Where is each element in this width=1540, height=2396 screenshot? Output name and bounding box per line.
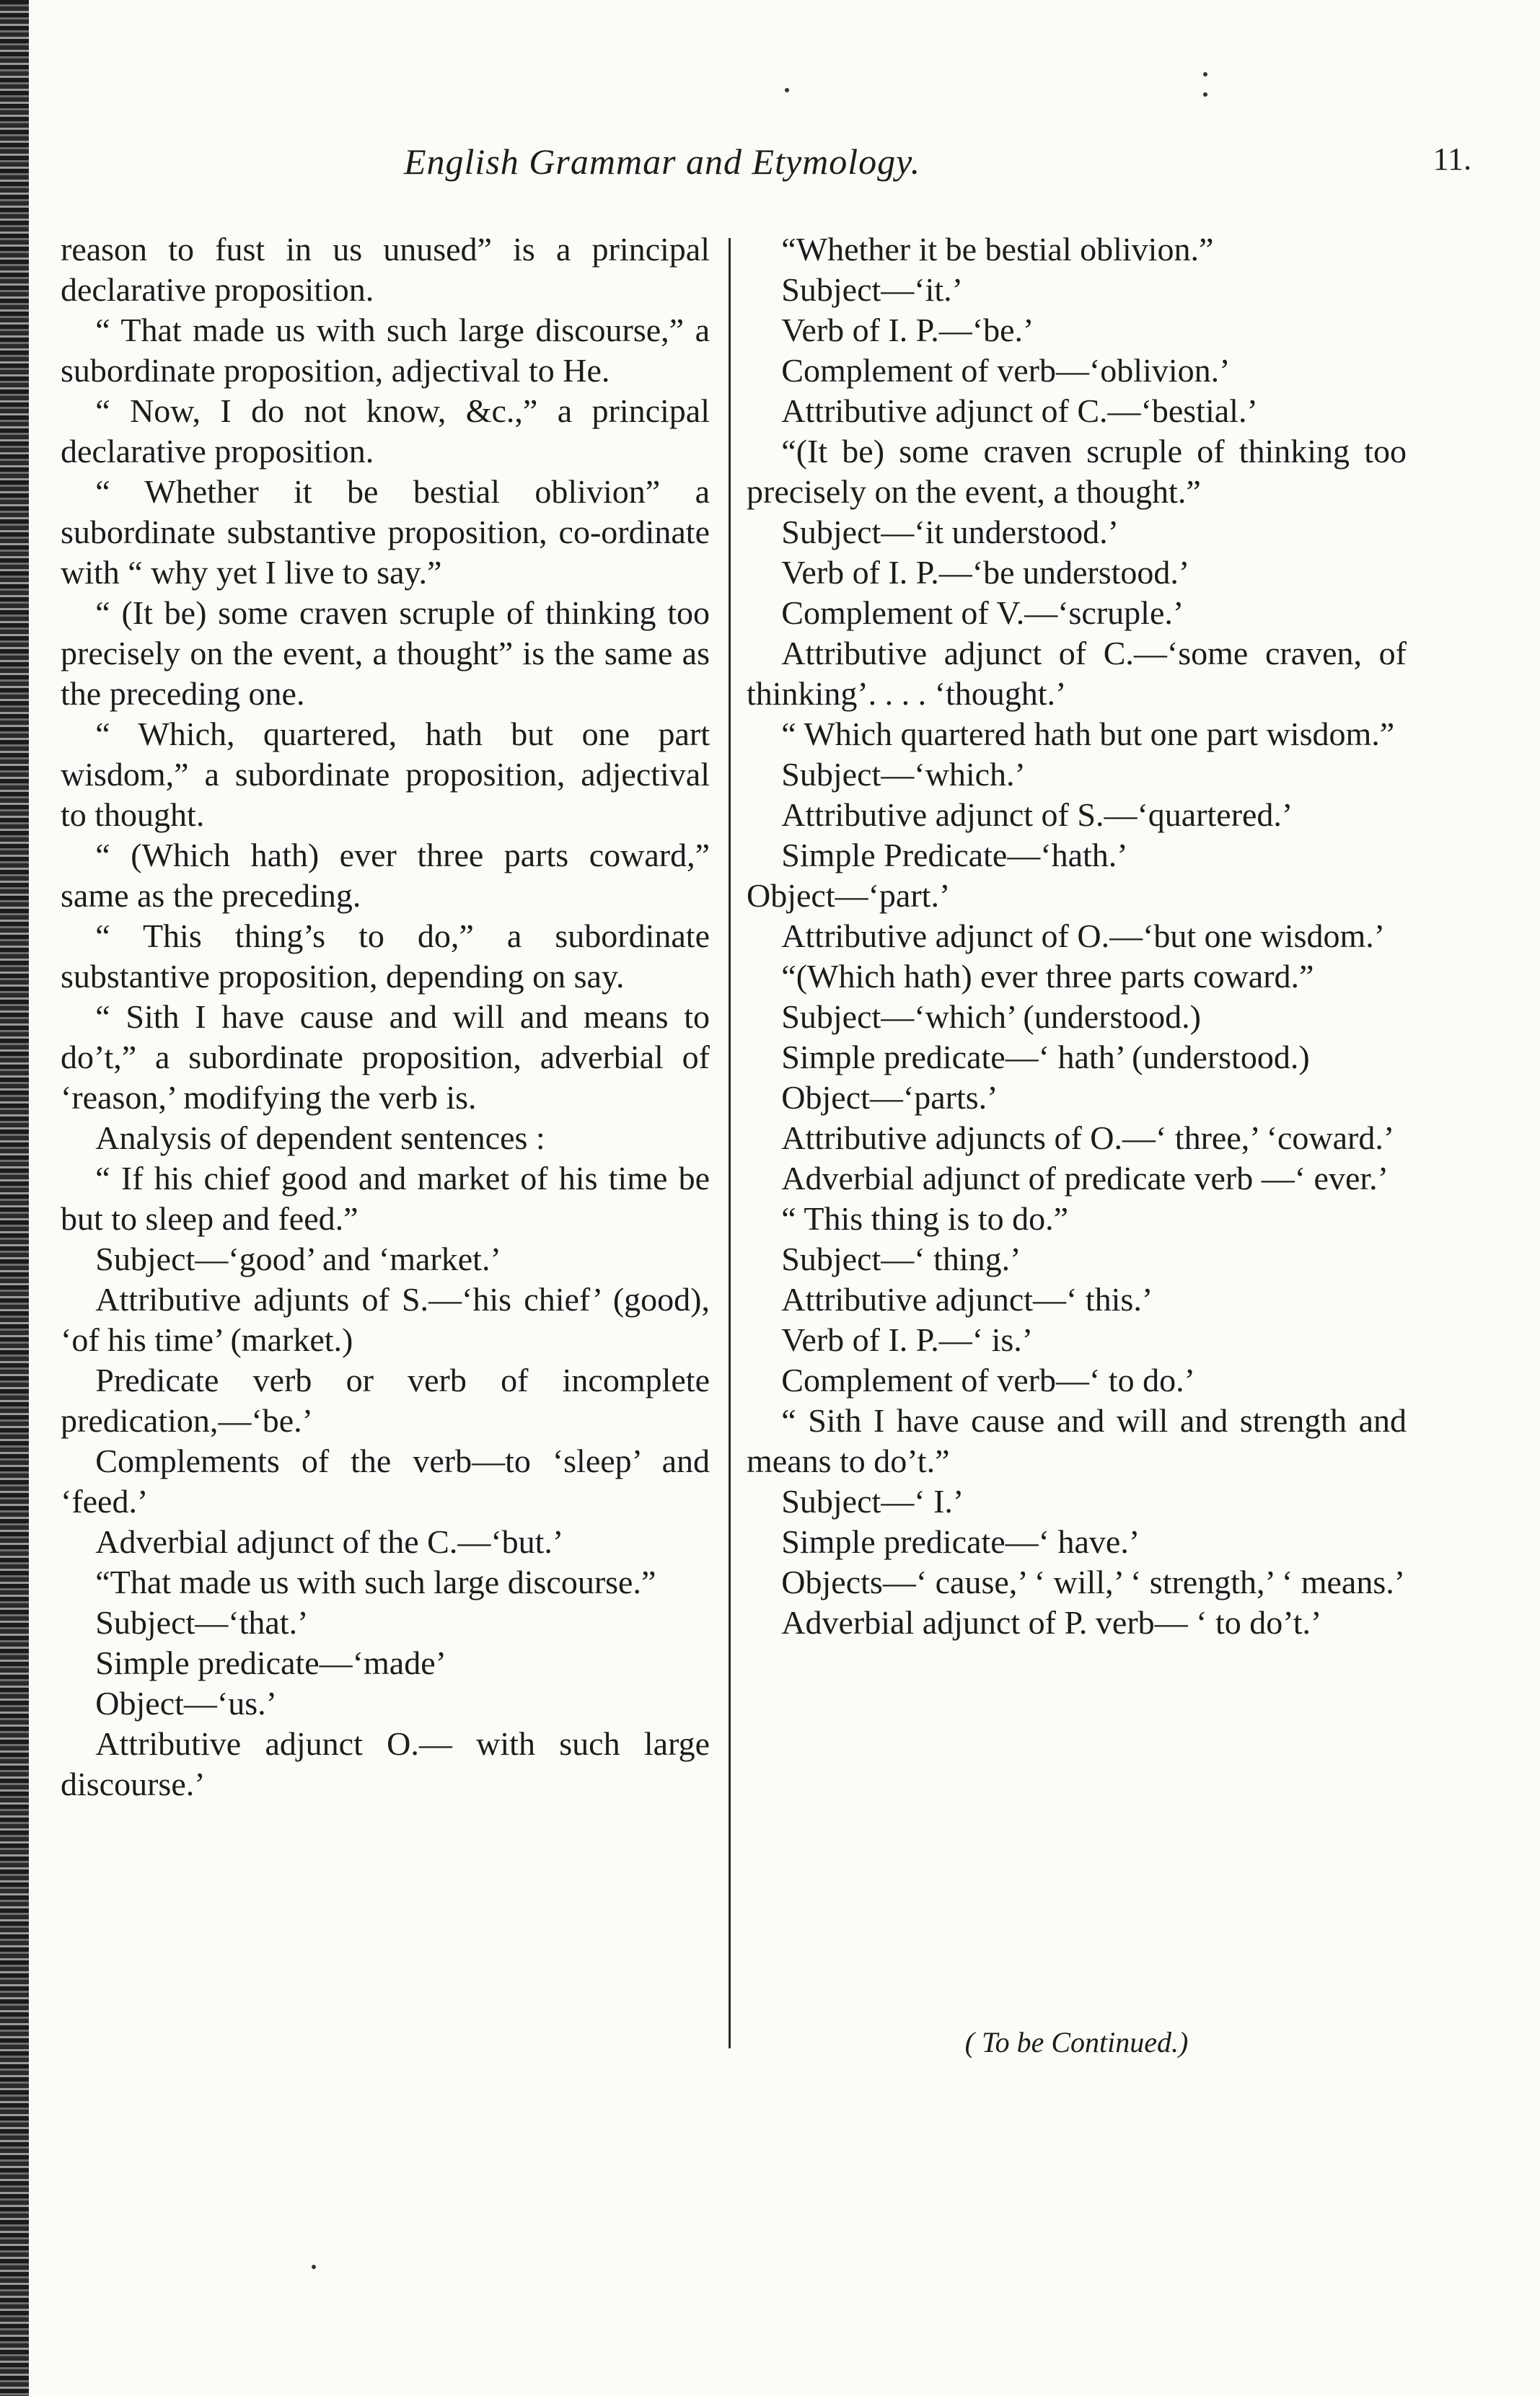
paragraph: “ (Which hath) ever three parts coward,” same as the preceding. [61, 837, 710, 914]
running-title: English Grammar and Etymology. [404, 141, 921, 182]
paragraph: Attributive adjunct O.— with such large discourse.’ [61, 1725, 710, 1802]
paragraph: Attributive adjuncts of O.—‘ three,’ ‘coward.’ [781, 1119, 1395, 1156]
paragraph: reason to fust in us unused” is a principal declarative proposition. [61, 231, 710, 308]
paragraph: Verb of I. P.—‘ is.’ [781, 1321, 1034, 1358]
paragraph: Adverbial adjunct of the C.—‘but.’ [95, 1523, 564, 1560]
paragraph: Verb of I. P.—‘be.’ [781, 312, 1034, 348]
paragraph: “ Sith I have cause and will and strength and means to do’t.” [747, 1402, 1407, 1479]
paragraph: Adverbial adjunct of P. verb— ‘ to do’t.’ [781, 1604, 1322, 1641]
paragraph: Object—‘parts.’ [781, 1079, 998, 1116]
paragraph: Object—‘us.’ [95, 1685, 277, 1722]
paragraph: Subject—‘it understood.’ [781, 514, 1119, 550]
paragraph: Verb of I. P.—‘be understood.’ [781, 554, 1190, 591]
paragraph: Analysis of dependent sentences : [95, 1119, 545, 1156]
paragraph: “(Which hath) ever three parts coward.” [781, 958, 1314, 995]
paragraph: Attributive adjunct—‘ this.’ [781, 1281, 1153, 1318]
paragraph: Complements of the verb—to ‘sleep’ and ‘feed.’ [61, 1443, 710, 1520]
continued-note: ( To be Continued.) [964, 2026, 1189, 2058]
paragraph: Attributive adjunct of C.—‘bestial.’ [781, 392, 1258, 429]
paragraph: Complement of V.—‘scruple.’ [781, 594, 1184, 631]
binding-edge [0, 0, 29, 2396]
paragraph: Attributive adjunct of O.—‘but one wisdom.’ [781, 917, 1386, 954]
left-column [61, 229, 710, 1805]
paragraph: Complement of verb—‘ to do.’ [781, 1362, 1195, 1399]
paragraph: “ That made us with such large discourse,” a subordinate proposition, adjectival to He. [61, 312, 710, 389]
paragraph: Complement of verb—‘oblivion.’ [781, 352, 1231, 389]
paragraph: Subject—‘it.’ [781, 271, 963, 308]
paragraph: “ If his chief good and market of his time be but to sleep and feed.” [61, 1160, 710, 1237]
paragraph: Predicate verb or verb of incomplete predication,—‘be.’ [61, 1362, 710, 1439]
running-header [404, 141, 1471, 198]
paragraph: “ (It be) some craven scruple of thinking too precisely on the event, a thought” is the same as the preceding one. [61, 594, 710, 712]
speck [312, 2265, 316, 2269]
paragraph: “ Now, I do not know, &c.,” a principal declarative proposition. [61, 392, 710, 470]
paragraph: Simple predicate—‘ hath’ (understood.) [781, 1039, 1310, 1075]
paragraph: Subject—‘which.’ [781, 756, 1026, 793]
speck [1203, 92, 1207, 97]
column-rule [729, 238, 731, 2048]
paragraph: “(It be) some craven scruple of thinking too precisely on the event, a thought.” [747, 433, 1407, 510]
paragraph: Subject—‘good’ and ‘market.’ [95, 1241, 501, 1277]
speck [785, 88, 789, 92]
paragraph: Attributive adjunct of C.—‘some craven, of thinking’. . . . ‘thought.’ [747, 635, 1407, 712]
page-number: 11. [1433, 141, 1471, 177]
speck [1203, 72, 1207, 76]
paragraph: Simple predicate—‘ have.’ [781, 1523, 1140, 1560]
paragraph: Subject—‘which’ (understood.) [781, 998, 1201, 1035]
paragraph: “ This thing’s to do,” a subordinate substantive proposition, depending on say. [61, 917, 710, 995]
paragraph: Object—‘part.’ [747, 877, 951, 914]
paragraph: “ Sith I have cause and will and means to do’t,” a subordinate proposition, adverbial of ‘reason,’ modifying the verb is. [61, 998, 710, 1116]
right-column [747, 229, 1407, 1643]
paragraph: “ Whether it be bestial oblivion” a subordinate substantive proposition, co-ordinate with “ why yet I live to say.” [61, 473, 710, 591]
paragraph: Attributive adjunct of S.—‘quartered.’ [781, 796, 1293, 833]
paragraph: “ This thing is to do.” [781, 1200, 1069, 1237]
paragraph: Subject—‘ I.’ [781, 1483, 964, 1520]
paragraph: Attributive adjunts of S.—‘his chief’ (good), ‘of his time’ (market.) [61, 1281, 710, 1358]
paragraph: “ Which quartered hath but one part wisdom.” [781, 715, 1395, 752]
paragraph: “Whether it be bestial oblivion.” [781, 231, 1214, 268]
paragraph: Simple Predicate—‘hath.’ [781, 837, 1128, 873]
paragraph: Subject—‘ thing.’ [781, 1241, 1021, 1277]
paragraph: Objects—‘ cause,’ ‘ will,’ ‘ strength,’ ‘ means.’ [781, 1564, 1406, 1600]
paragraph: Simple predicate—‘made’ [95, 1644, 446, 1681]
paragraph: “ Which, quartered, hath but one part wisdom,” a subordinate proposition, adjectival to thought. [61, 715, 710, 833]
paragraph: Subject—‘that.’ [95, 1604, 309, 1641]
paragraph: Adverbial adjunct of predicate verb —‘ ever.’ [781, 1160, 1389, 1197]
paragraph: “That made us with such large discourse.” [95, 1564, 656, 1600]
